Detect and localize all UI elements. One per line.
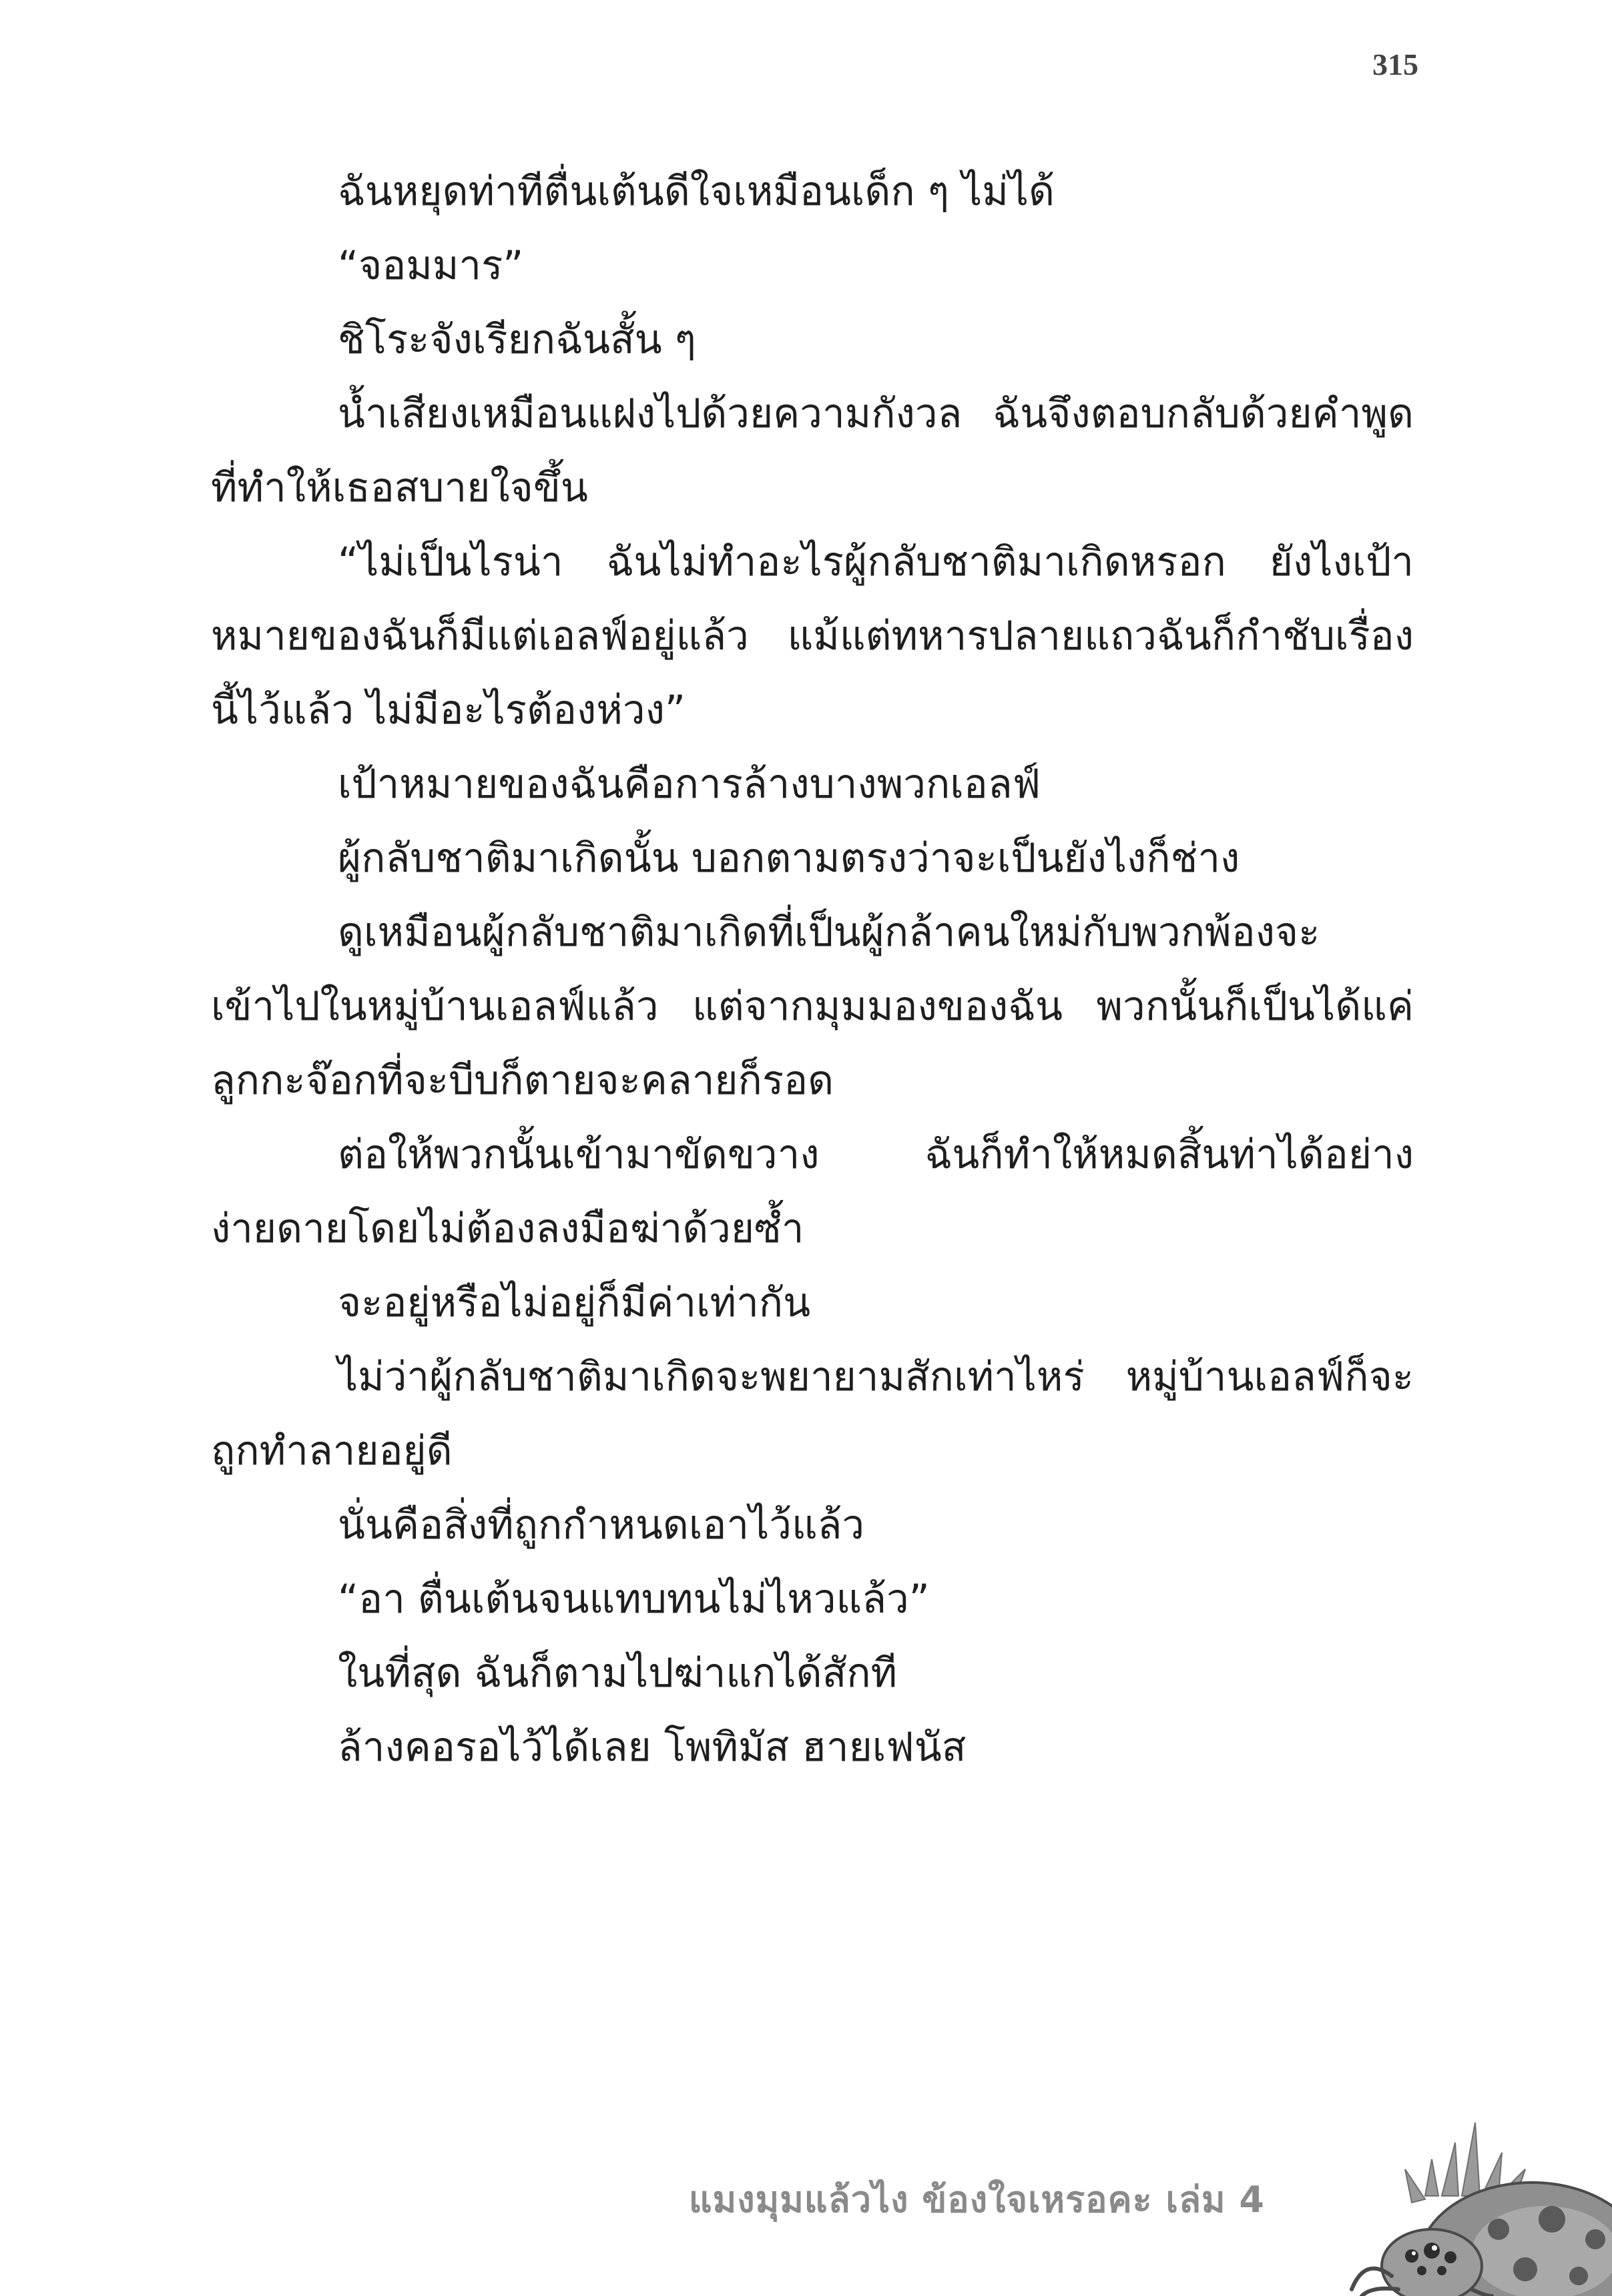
paragraph: นั่นคือสิ่งที่ถูกกำหนดเอาไว้แล้ว <box>338 1502 865 1548</box>
paragraph: ล้างคอรอไว้ได้เลย โพทิมัส ฮายเฟนัส <box>338 1724 967 1771</box>
paragraph: ดูเหมือนผู้กลับชาติมาเกิดที่เป็นผู้กล้าคนใหม่กับพวกพ้องจะเข้าไปในหมู่บ้านเอลฟ์แล้ว แต่จากมุมมองของฉัน พวกนั้นก็เป็นได้แค่ลูกกะจ๊อกที่จะบีบก็ตายจะคลายก็รอด <box>211 909 1414 1104</box>
paragraph: ชิโระจังเรียกฉันสั้น ๆ <box>338 316 696 363</box>
paragraph: ในที่สุด ฉันก็ตามไปฆ่าแกได้สักที <box>338 1650 898 1697</box>
paragraph: ฉันหยุดท่าทีตื่นเต้นดีใจเหมือนเด็ก ๆ ไม่ได้ <box>338 168 1055 215</box>
paragraph: จะอยู่หรือไม่อยู่ก็มีค่าเท่ากัน <box>338 1279 811 1326</box>
paragraph: “อา ตื่นเต้นจนแทบทนไม่ไหวแล้ว” <box>338 1576 930 1623</box>
paragraph: ผู้กลับชาติมาเกิดนั้น บอกตามตรงว่าจะเป็นยังไงก็ช่าง <box>338 835 1240 882</box>
paragraph: “จอมมาร” <box>338 242 524 289</box>
paragraph: น้ำเสียงเหมือนแฝงไปด้วยความกังวล ฉันจึงตอบกลับด้วยคำพูดที่ทำให้เธอสบายใจขึ้น <box>211 390 1414 511</box>
paragraph: ต่อให้พวกนั้นเข้ามาขัดขวาง ฉันก็ทำให้หมดสิ้นท่าได้อย่างง่ายดายโดยไม่ต้องลงมือฆ่าด้วยซ้ำ <box>211 1131 1414 1252</box>
paragraph: ไม่ว่าผู้กลับชาติมาเกิดจะพยายามสักเท่าไหร่ หมู่บ้านเอลฟ์ก็จะถูกทำลายอยู่ดี <box>211 1354 1414 1474</box>
paragraph: “ไม่เป็นไรน่า ฉันไม่ทำอะไรผู้กลับชาติมาเกิดหรอก ยังไงเป้าหมายของฉันก็มีแต่เอลฟ์อยู่แล้ว แม้แต่ทหารปลายแถวฉันก็กำชับเรื่องนี้ไว้แล้ว ไม่มีอะไรต้องห่วง” <box>211 539 1414 734</box>
paragraph: เป้าหมายของฉันคือการล้างบางพวกเอลฟ์ <box>338 761 1041 808</box>
spider-mascot-icon <box>1332 2096 1612 2296</box>
footer-book-title: แมงมุมแล้วไง ข้องใจเหรอคะ เล่ม 4 <box>688 2179 1265 2221</box>
body-text <box>211 155 1414 1785</box>
page-number: 315 <box>1372 47 1418 81</box>
